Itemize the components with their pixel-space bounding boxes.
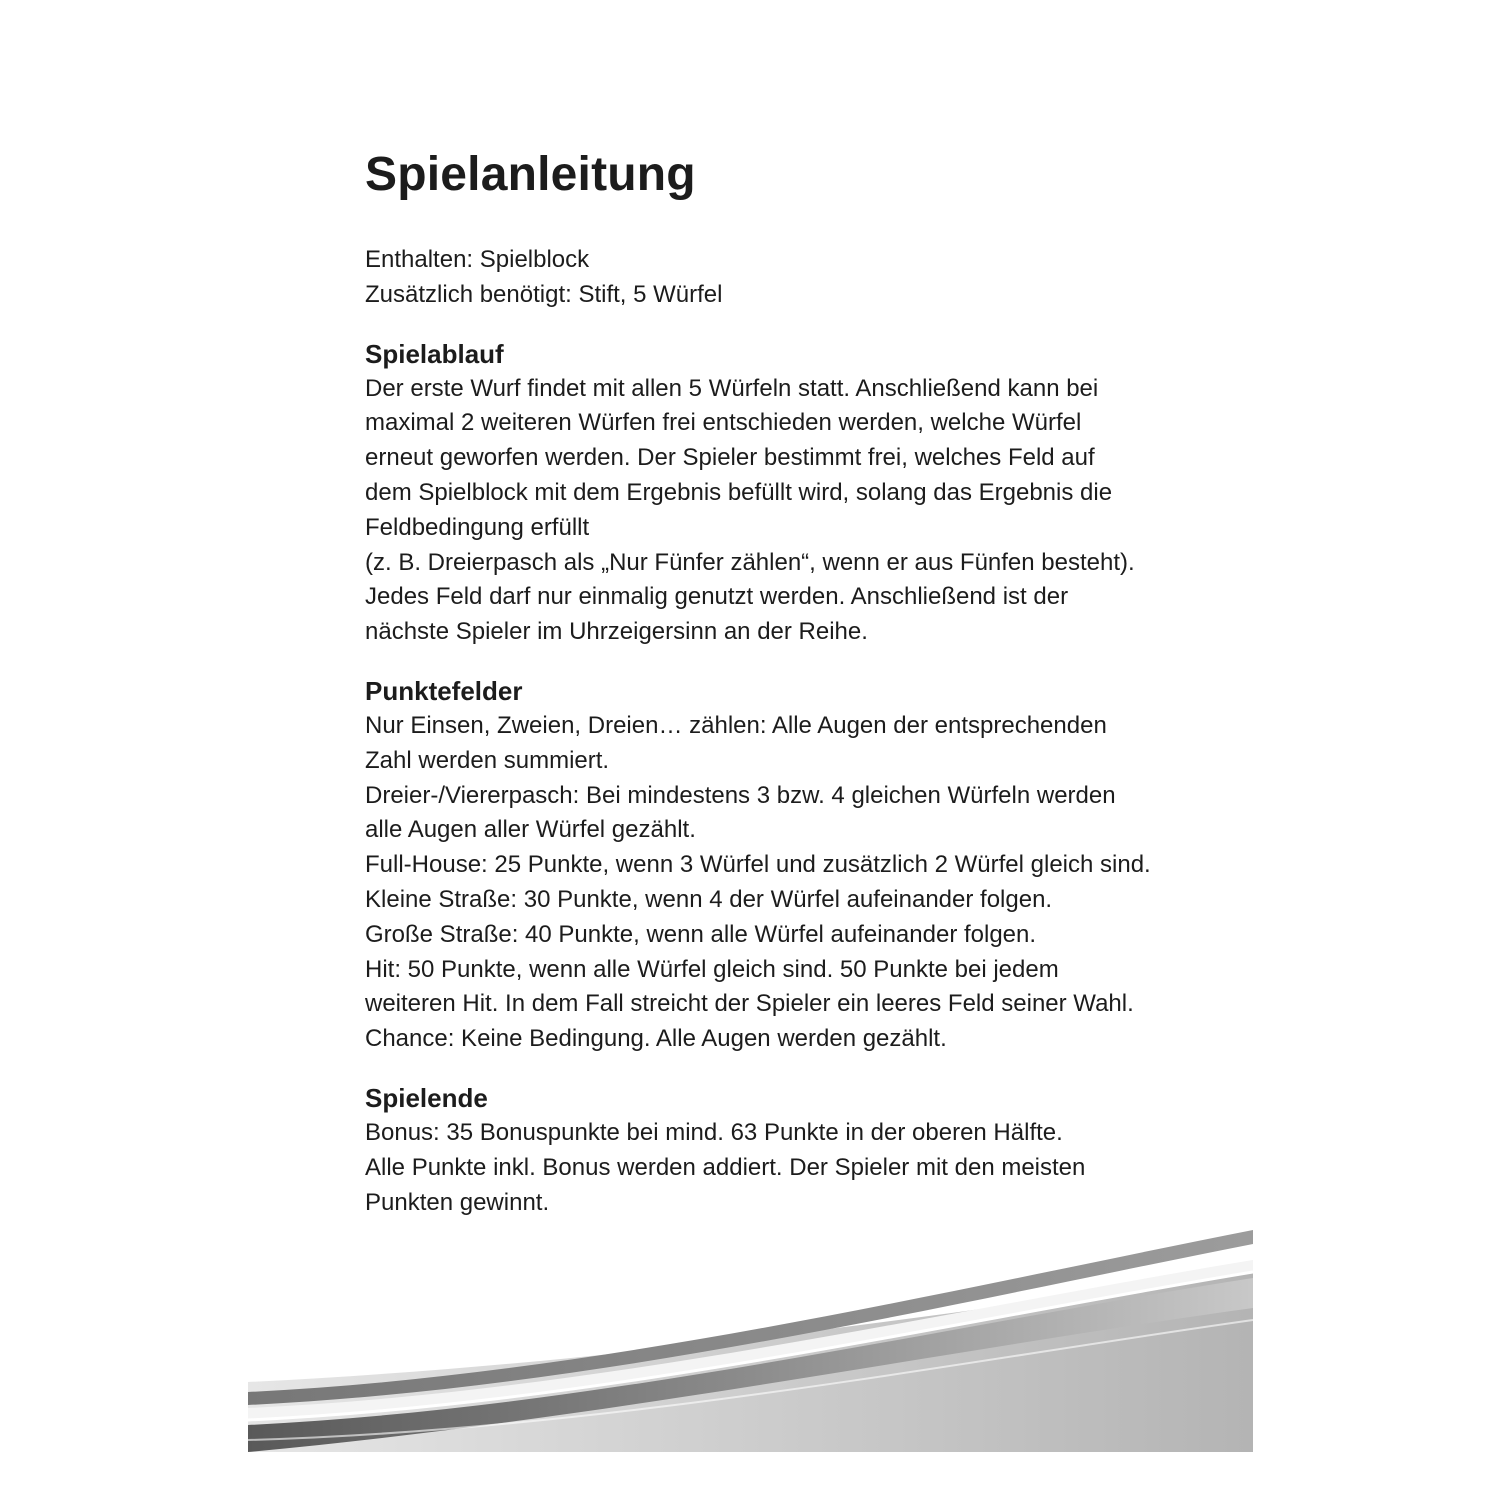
section-heading: Punktefelder	[365, 675, 523, 706]
page-title: Spielanleitung	[365, 148, 696, 201]
text-line: Zahl werden summiert.	[365, 746, 610, 774]
text-line: Dreier-/Viererpasch: Bei mindestens 3 bzw. 4 gleichen Würfeln werden	[365, 781, 1116, 809]
text-line: Der erste Wurf findet mit allen 5 Würfeln statt. Anschließend kann bei	[365, 374, 1099, 402]
text-line: weiteren Hit. In dem Fall streicht der Spieler ein leeres Feld seiner Wahl.	[365, 990, 1134, 1018]
text-line: Full-House: 25 Punkte, wenn 3 Würfel und zusätzlich 2 Würfel gleich sind.	[365, 851, 1151, 879]
text-line: Nur Einsen, Zweien, Dreien… zählen: Alle Augen der entsprechenden	[365, 711, 1107, 739]
section-spielende	[365, 1080, 1225, 1220]
text-line: Kleine Straße: 30 Punkte, wenn 4 der Würfel aufeinander folgen.	[365, 885, 1053, 913]
section-spielablauf	[365, 336, 1225, 650]
text-line: Bonus: 35 Bonuspunkte bei mind. 63 Punkte in der oberen Hälfte.	[365, 1118, 1063, 1146]
intro-line: Zusätzlich benötigt: Stift, 5 Würfel	[365, 280, 723, 308]
text-line: Chance: Keine Bedingung. Alle Augen werden gezählt.	[365, 1025, 947, 1053]
instructions-content	[365, 140, 1225, 1220]
intro-block	[365, 243, 1225, 313]
text-line: Große Straße: 40 Punkte, wenn alle Würfel aufeinander folgen.	[365, 920, 1037, 948]
text-line: nächste Spieler im Uhrzeigersinn an der Reihe.	[365, 618, 868, 646]
text-line: Punkten gewinnt.	[365, 1188, 550, 1216]
text-line: Jedes Feld darf nur einmalig genutzt werden. Anschließend ist der	[365, 583, 1069, 611]
intro-line: Enthalten: Spielblock	[365, 246, 590, 273]
text-line: Hit: 50 Punkte, wenn alle Würfel gleich sind. 50 Punkte bei jedem	[365, 955, 1059, 983]
section-heading: Spielablauf	[365, 338, 504, 369]
text-line: alle Augen aller Würfel gezählt.	[365, 816, 696, 844]
text-line: Feldbedingung erfüllt	[365, 513, 590, 541]
text-line: Alle Punkte inkl. Bonus werden addiert. Der Spieler mit den meisten	[365, 1153, 1086, 1181]
section-punktefelder	[365, 673, 1225, 1057]
text-line: erneut geworfen werden. Der Spieler bestimmt frei, welches Feld auf	[365, 444, 1095, 472]
text-line: (z. B. Dreierpasch als „Nur Fünfer zählen“, wenn er aus Fünfen besteht).	[365, 548, 1135, 576]
section-heading: Spielende	[365, 1082, 488, 1113]
text-line: dem Spielblock mit dem Ergebnis befüllt wird, solang das Ergebnis die	[365, 478, 1113, 506]
text-line: maximal 2 weiteren Würfen frei entschieden werden, welche Würfel	[365, 409, 1082, 437]
decorative-wave-band	[248, 1230, 1253, 1452]
